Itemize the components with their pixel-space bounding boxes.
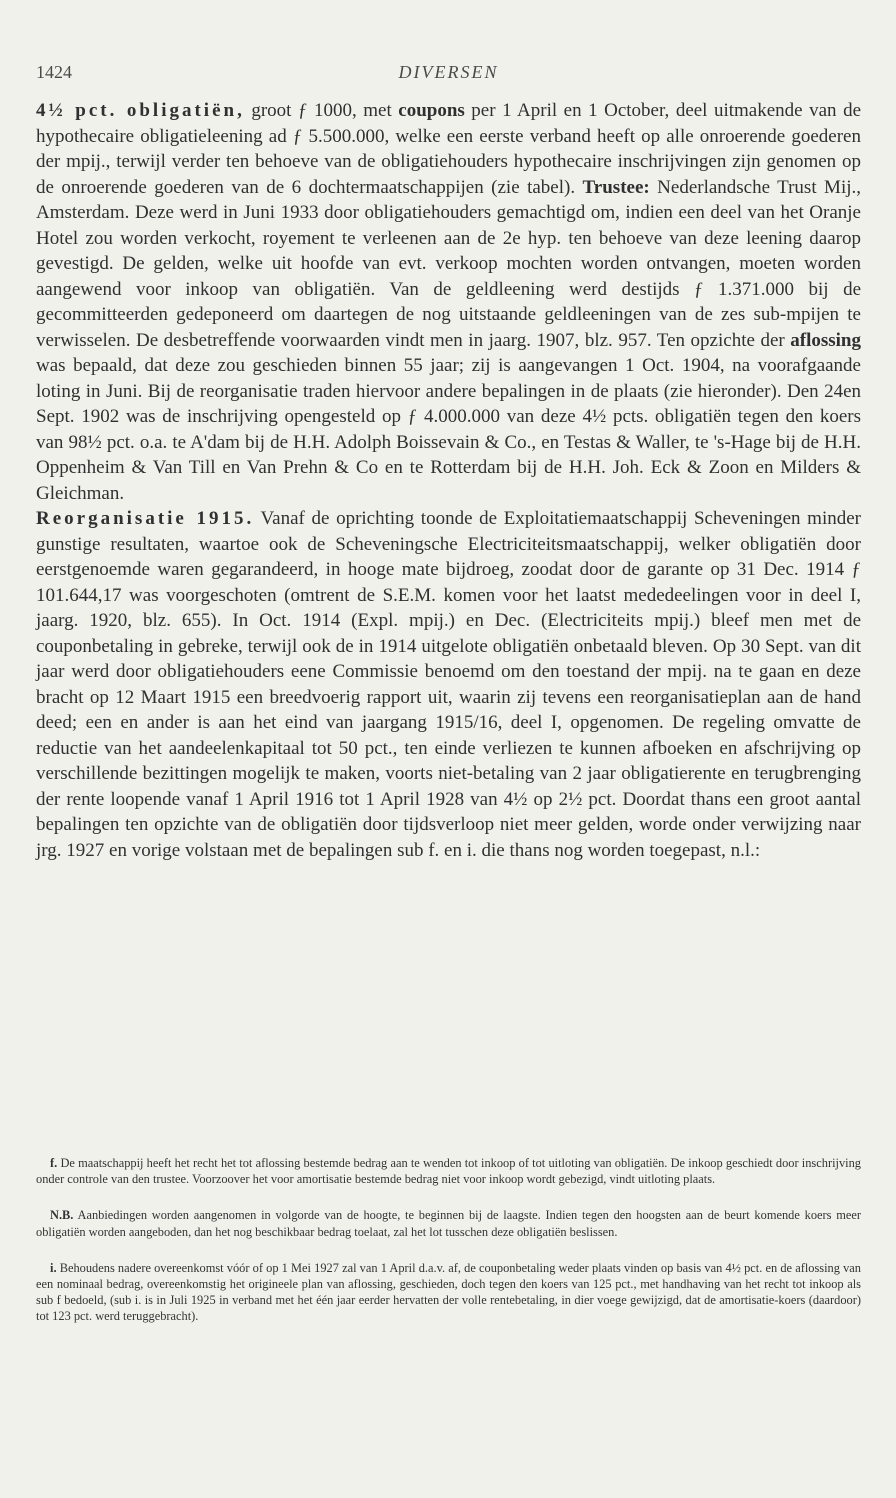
- footnote-marker: i.: [50, 1260, 57, 1275]
- text-run: per 1 April en 1 October, deel uitmakende van de hypothecaire obligatieleening ad ƒ 5.500.000, welke een eerste verband heeft op alle onroerende goederen der mpij., terwijl verder ten behoeve van de obligatiehouders hypothecaire inschrijvingen zijn genomen op de onroerende goederen van de 6 dochtermaatschappijen (zie tabel).: [36, 100, 861, 198]
- paragraph-reorganisation: [36, 506, 861, 863]
- footnote: [36, 1207, 861, 1239]
- text-run: Vanaf de oprichting toonde de Exploitatiemaatschappij Scheveningen minder gunstige resultaten, waartoe ook de Scheveningsche Electriciteitsmaatschappij, welker obligatiën door eerstgenoemde waren gegarandeerd, in hooge mate bijdroeg, zoodat door de garante op 31 Dec. 1914 ƒ 101.644,17 was voorgeschoten (omtrent de S.E.M. komen voor het laatst mededeelingen voor in deel I, jaarg. 1920, blz. 655). In Oct. 1914 (Expl. mpij.) en Dec. (Electriciteits mpij.) bleef men met de couponbetaling in gebreke, terwijl ook de in 1914 uitgelote obligatiën onbetaald bleven. Op 30 Sept. van dit jaar werd door obligatiehouders eene Commissie benoemd om den toestand der mpij. na te gaan en deze bracht op 12 Maart 1915 een breedvoerig rapport uit, waarin zij tevens een reorganisatieplan aan de hand deed; een en ander is aan het eind van jaargang 1915/16, deel I, opgenomen. De regeling omvatte de reductie van het aandeelenkapitaal tot 50 pct., ten einde verliezen te kunnen afboeken en afschrijving op verschillende bezittingen mogelijk te maken, voorts niet-betaling van 2 jaar obligatierente en terugbrenging der rente loopende vanaf 1 April 1916 tot 1 April 1928 van 4½ op 2½ pct. Doordat thans een groot aantal bepalingen ten opzichte van de obligatiën door tijdsverloop niet meer gelden, worde onder verwijzing naar jrg. 1927 en vorige volstaan met de bepalingen sub f. en i. die thans nog worden toegepast, n.l.:: [36, 508, 861, 861]
- footnote-marker: N.B.: [50, 1208, 74, 1223]
- text-run: Trustee:: [582, 176, 650, 198]
- text-run: coupons: [398, 100, 465, 121]
- footnote-text: De maatschappij heeft het recht het tot aflossing bestemde bedrag aan te wenden tot inkoop of tot uitloting van obligatiën. De inkoop geschiedt door inschrijving onder controle van den trustee. Voorzoover het voor amortisatie bestemde bedrag niet voor inkoop wordt gebezigd, vindt uitloting plaats.: [36, 1156, 861, 1187]
- running-header: [36, 62, 861, 86]
- text-run: aflossing: [790, 329, 861, 351]
- text-run: groot ƒ 1000, met: [244, 100, 399, 121]
- text-run: was bepaald, dat deze zou geschieden binnen 55 jaar; zij is aangevangen 1 Oct. 1904, na voorafgaande loting in Juni. Bij de reorganisatie traden hiervoor andere bepalingen in de plaats (zie hieronder). Den 24en Sept. 1902 was de inschrijving opengesteld op ƒ 4.000.000 van deze 4½ pcts. obligatiën tegen den koers van 98½ pct. o.a. te A'dam bij de H.H. Adolph Boissevain & Co., en Testas & Waller, te 's-Hage bij de H.H. Oppenheim & Van Till en Van Prehn & Co en te Rotterdam bij de H.H. Joh. Eck & Zoon en Milders & Gleichman.: [36, 355, 861, 504]
- paragraph-obligations: [36, 98, 861, 506]
- footnote: [36, 1260, 861, 1325]
- text-run: Reorganisatie 1915.: [36, 508, 255, 529]
- main-text: [36, 98, 861, 863]
- footnotes: [36, 1155, 861, 1345]
- footnote-text: Behoudens nadere overeenkomst vóór of op 1 Mei 1927 zal van 1 April d.a.v. af, de couponbetaling weder plaats vinden op basis van 4½ pct. en de aflossing van een nominaal bedrag, overeenkomstig het origineele plan van aflossing, geschieden, doch tegen den koers van 125 pct., met handhaving van het recht tot inkoop als sub f bedoeld, (sub i. is in Juli 1925 in verband met het één jaar eerder hervatten der volle rentebetaling, in dier voege gewijzigd, dat de amortisatie-koers (daardoor) tot 123 pct. werd teruggebracht).: [36, 1260, 861, 1324]
- running-title: DIVERSEN: [398, 62, 499, 82]
- footnote-text: Aanbiedingen worden aangenomen in volgorde van de hoogte, te beginnen bij de laagste. Indien tegen den hoogsten aan de beurt komende koers meer obligatiën worden aangeboden, dan het nog beschikbaar bedrag toelaat, zal het lot tusschen deze obligatiën beslissen.: [36, 1208, 861, 1239]
- page-number: 1424: [36, 62, 72, 82]
- footnote-marker: f.: [50, 1156, 58, 1170]
- text-run: 4½ pct. obligatiën,: [36, 100, 245, 121]
- footnote: [36, 1155, 861, 1187]
- text-run: Nederlandsche Trust Mij., Amsterdam. Deze werd in Juni 1933 door obligatiehouders gemachtigd om, indien een deel van het Oranje Hotel zou worden verkocht, royement te verleenen aan de 2e hyp. ten behoeve van deze leening daarop gevestigd. De gelden, welke uit hoofde van evt. verkoop mochten worden ontvangen, moeten worden aangewend voor inkoop van obligatiën. Van de geldleening werd destijds ƒ 1.371.000 bij de gecommitteerden gedeponeerd om daartegen de nog uitstaande geldleeningen van de zes sub-mpijen te verwisselen. De desbetreffende voorwaarden vindt men in jaarg. 1907, blz. 957. Ten opzichte der: [36, 176, 861, 351]
